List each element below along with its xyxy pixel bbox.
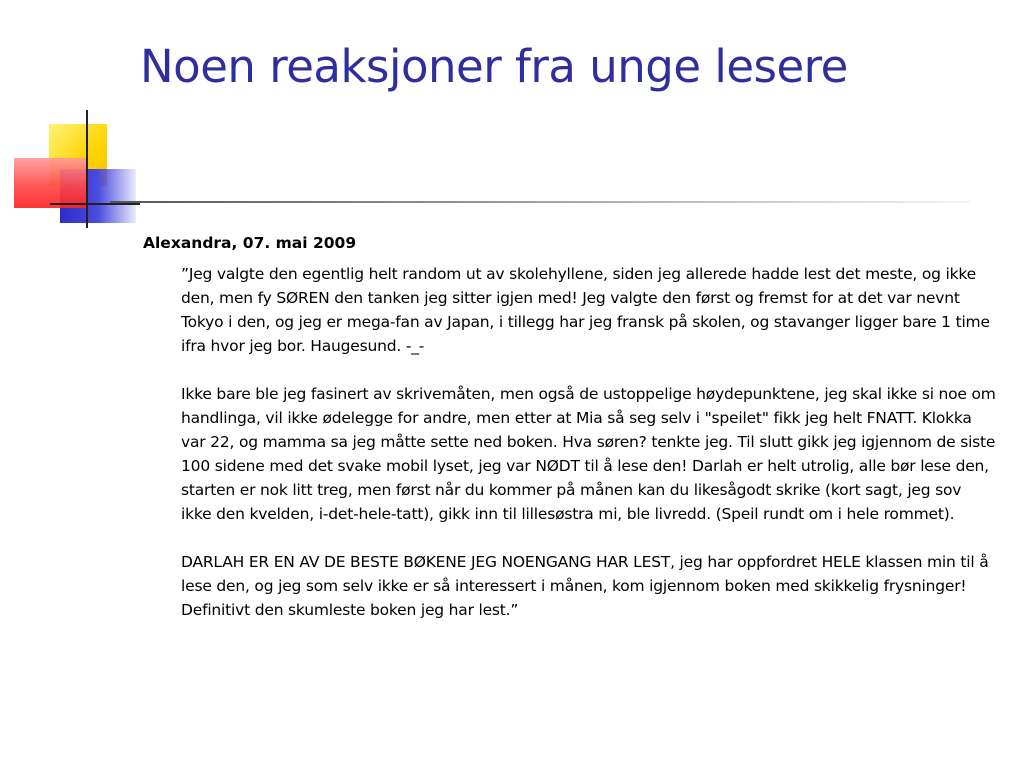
- quote-paragraph: ”Jeg valgte den egentlig helt random ut av skolehyllene, siden jeg allerede hadde lest det meste, og ikke den, men fy SØREN den tanken jeg sitter igjen med! Jeg valgte den først og fremst for at det var nevnt Tokyo i den, og jeg er mega-fan av Japan, i tillegg har jeg fransk på skolen, og stavanger ligger bare 1 time ifra hvor jeg bor. Haugesund. -_-: [181, 265, 990, 355]
- quote-body: [181, 262, 996, 646]
- horizontal-line-shape: [50, 203, 140, 205]
- decorative-logo: [0, 0, 140, 240]
- author-line: Alexandra, 07. mai 2009: [143, 234, 357, 252]
- quote-paragraph: Ikke bare ble jeg fasinert av skrivemåten, men også de ustoppelige høydepunktene, jeg skal ikke si noe om handlinga, vil ikke ødelegge for andre, men etter at Mia så seg selv i "speilet" fikk jeg helt FNATT. Klokka var 22, og mamma sa jeg måtte sette ned boken. Hva søren? tenkte jeg. Til slutt gikk jeg igjennom de siste 100 sidene med det svake mobil lyset, jeg var NØDT til å lese den! Darlah er helt utrolig, alle bør lese den, starten er nok litt treg, men først når du kommer på månen kan du likesågodt skrike (kort sagt, jeg sov ikke den kvelden, i-det-hele-tatt), gikk inn til lillesøstra mi, ble livredd. (Speil rundt om i hele rommet).: [181, 385, 996, 523]
- slide-title: Noen reaksjoner fra unge lesere: [140, 40, 848, 93]
- vertical-line-shape: [86, 110, 88, 228]
- title-divider: [110, 201, 970, 203]
- quote-paragraph: DARLAH ER EN AV DE BESTE BØKENE JEG NOENGANG HAR LEST, jeg har oppfordret HELE klassen min til å lese den, og jeg som selv ikke er så interessert i månen, kom igjennom boken med skikkelig frysninger! Definitivt den skumleste boken jeg har lest.”: [181, 553, 989, 619]
- red-square-shape: [14, 158, 88, 208]
